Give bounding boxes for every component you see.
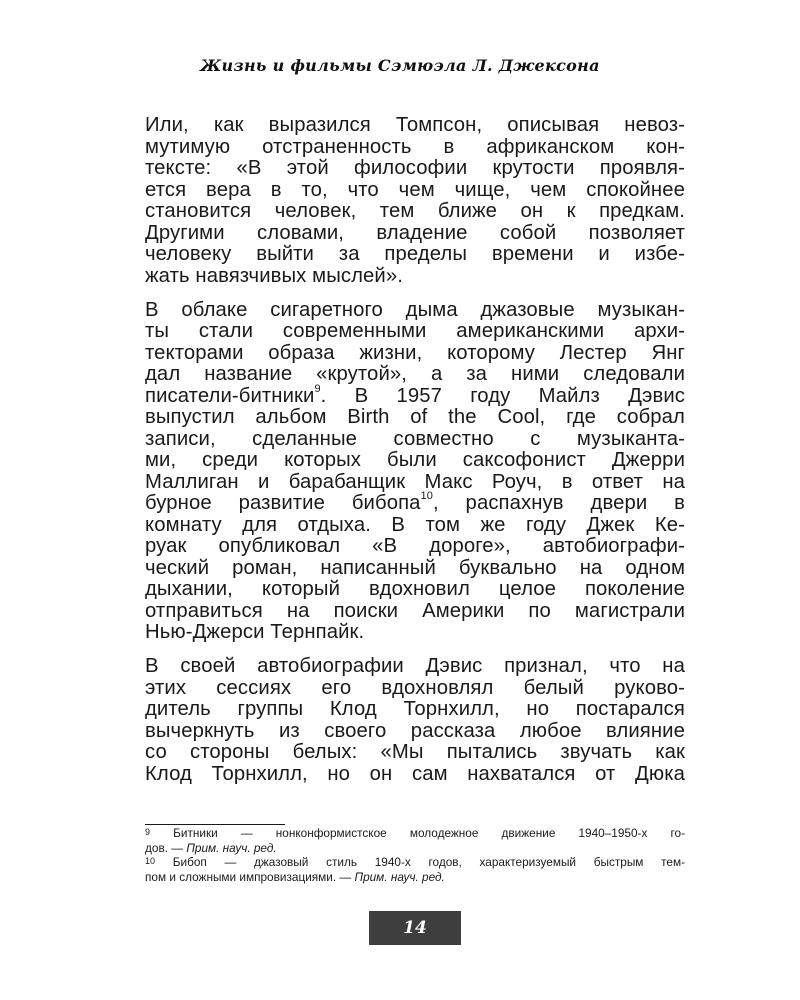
footnote-attribution: Прим. науч. ред. xyxy=(354,869,445,884)
footnote-ref-10[interactable]: 10 xyxy=(420,490,433,503)
text-line: ми, среди которых были саксофонист Джерри xyxy=(145,449,685,471)
text-line: записи, сделанные совместно с музыканта- xyxy=(145,427,685,450)
running-head: Жизнь и фильмы Сэмюэла Л. Джексона xyxy=(200,56,600,75)
footnote-line xyxy=(145,870,685,885)
footnote-text: Бибоп — джазовый стиль 1940-х годов, характеризуемый быстрым тем- xyxy=(172,855,685,869)
text-line: дал название «крутой», а за ними следовали xyxy=(145,363,685,385)
footnote-line xyxy=(145,855,685,870)
text-line: ты стали современными американскими архи- xyxy=(145,320,685,342)
footnote-10 xyxy=(145,855,685,884)
text-line: выпустил альбом Birth of the Cool, где собрал xyxy=(145,406,685,428)
footnote-ref-9[interactable]: 9 xyxy=(314,382,321,395)
text-line: Маллиган и барабанщик Макс Роуч, в ответ на xyxy=(145,470,685,493)
text-line: дыхании, который вдохновил целое поколение xyxy=(145,578,685,600)
text-line: текторами образа жизни, которому Лестер Янг xyxy=(145,341,685,364)
footnote-text: Битники — нонконформистское молодежное движение 1940–1950-х го- xyxy=(173,826,686,840)
body-text xyxy=(145,115,685,798)
text-line: со стороны белых: «Мы пытались звучать как xyxy=(145,741,685,763)
text-line: тексте: «В этой философии крутости проявля- xyxy=(145,157,685,179)
text-line: отправиться на поиски Америки по магистрали xyxy=(145,599,685,622)
text-line xyxy=(145,490,686,515)
text-fragment: бурное развитие бибопа xyxy=(145,492,421,514)
text-line: человеку выйти за пределы времени и избе- xyxy=(145,243,685,265)
footnote-number: 9 xyxy=(145,827,151,837)
page-number-badge xyxy=(369,911,461,945)
text-line: Или, как выразился Томпсон, описывая невоз- xyxy=(145,114,685,136)
text-fragment: . В 1957 году Майлз Дэвис xyxy=(320,384,685,407)
text-line xyxy=(145,382,685,408)
text-line: комнату для отдыха. В том же году Джек Ке- xyxy=(145,513,685,536)
footnote-divider xyxy=(145,824,285,825)
text-line: вычеркнуть из своего рассказа любое влияние xyxy=(145,719,685,742)
footnotes xyxy=(145,826,685,884)
text-line: дитель группы Клод Торнхилл, но постарался xyxy=(145,698,685,720)
page-number: 14 xyxy=(403,918,427,938)
paragraph-2 xyxy=(145,300,685,644)
text-line: ческий роман, написанный буквально на одном xyxy=(145,556,685,579)
footnote-attribution: Прим. науч. ред. xyxy=(186,840,277,855)
text-line: становится человек, тем ближе он к предкам. xyxy=(145,200,685,222)
footnote-line xyxy=(145,826,685,841)
text-line: мутимую отстраненность в африканском кон- xyxy=(145,135,685,158)
text-line: В облаке сигаретного дыма джазовые музыкан- xyxy=(145,298,685,321)
paragraph-3 xyxy=(145,656,685,785)
text-fragment: писатели-битники xyxy=(145,384,315,407)
text-line: Клод Торнхилл, но он сам нахватался от Дюка xyxy=(145,762,685,785)
text-line: Другими словами, владение собой позволяет xyxy=(145,221,685,244)
text-line: жать навязчивых мыслей». xyxy=(145,264,403,287)
footnote-text: пом и сложными импровизациями. — xyxy=(145,869,355,884)
footnote-line xyxy=(145,841,685,856)
text-line: руак опубликовал «В дороге», автобиографи- xyxy=(145,535,685,557)
footnote-number: 10 xyxy=(145,856,156,866)
footnote-9 xyxy=(145,826,685,855)
text-line: В своей автобиографии Дэвис признал, что на xyxy=(145,655,685,677)
text-line: Нью-Джерси Тернпайк. xyxy=(145,621,365,643)
text-fragment: , распахнув двери в xyxy=(432,492,686,514)
paragraph-1 xyxy=(145,115,685,287)
text-line: этих сессиях его вдохновлял белый руково- xyxy=(145,676,685,699)
text-line: ется вера в то, что чем чище, чем спокойнее xyxy=(145,178,685,201)
footnote-text: дов. — xyxy=(145,840,187,855)
